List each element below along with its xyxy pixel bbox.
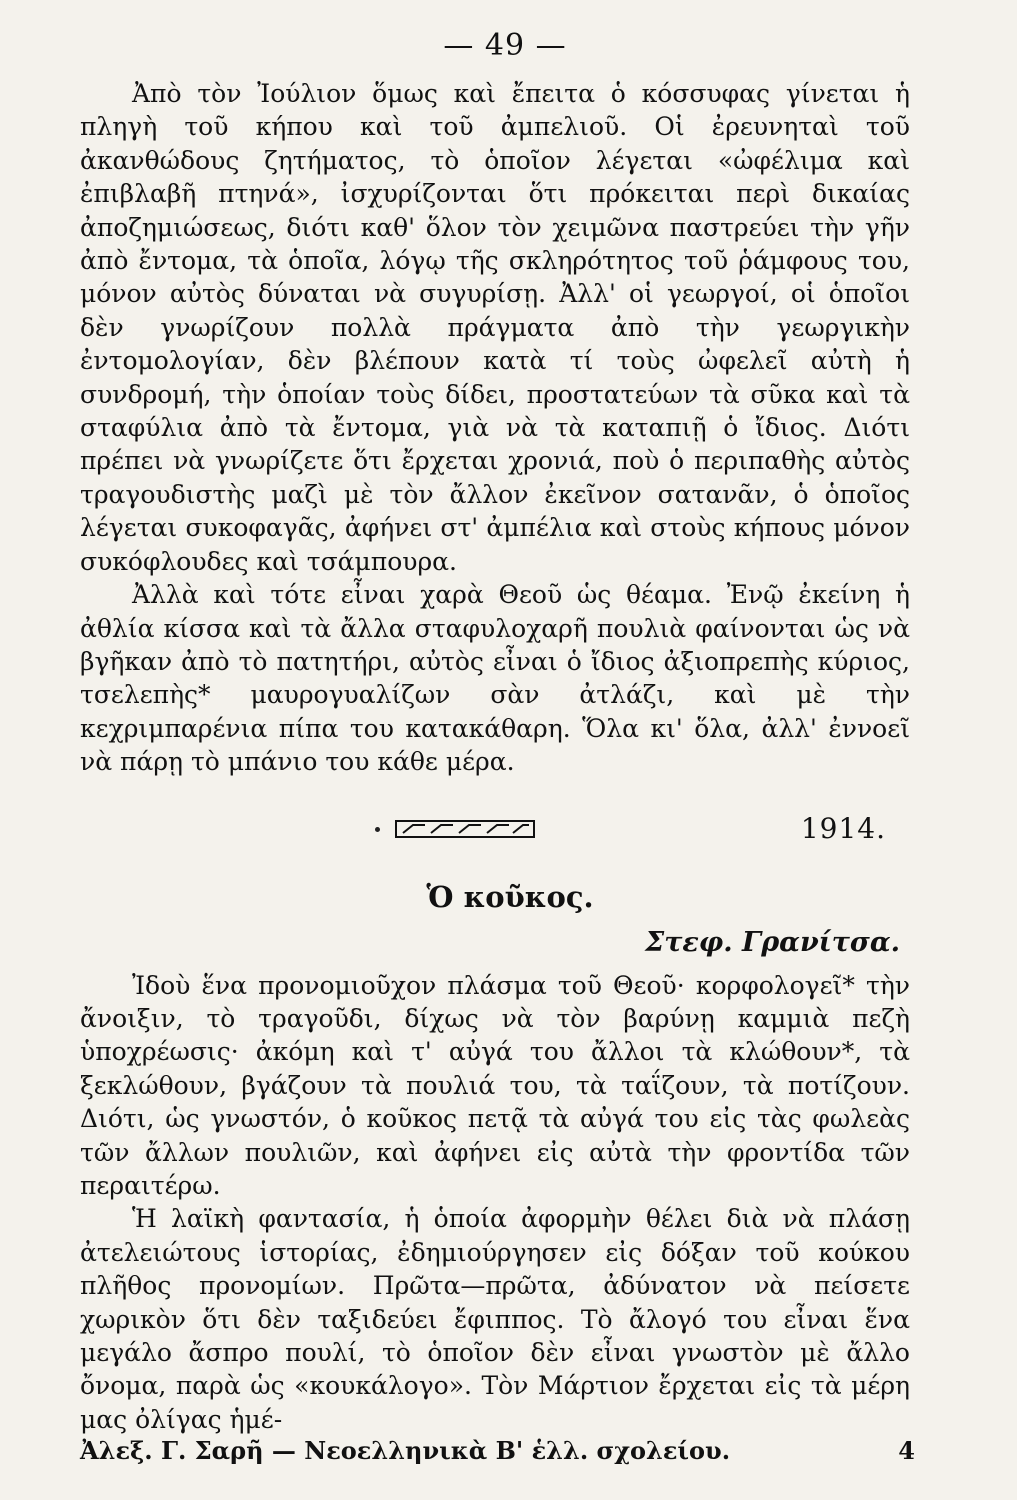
- section-year: 1914.: [800, 811, 886, 845]
- paragraph-cuckoo-2: Ἡ λαϊκὴ φαντασία, ἡ ὁποία ἀφορμὴν θέλει διὰ νὰ πλάσῃ ἀτελειώτους ἱστορίας, ἐδημιούργησεν εἰς δόξαν τοῦ κούκου πλῆθος προνομίων. Πρῶτα—πρῶτα, ἀδύνατον νὰ πείσετε χωρικὸν ὅτι δὲν ταξιδεύει ἔφιππος. Τὸ ἄλογό του εἶναι ἕνα μεγάλο ἄσπρο πουλί, τὸ ὁποῖον δὲν εἶναι γνωστὸν μὲ ἄλλο ὄνομα, παρὰ ὡς «κουκάλογο». Τὸν Μάρτιον ἔρχεται εἰς τὰ μέρη μας ὀλίγας ἡμέ-: [80, 1204, 910, 1434]
- page-number: — 49 —: [443, 28, 567, 63]
- page-footer: [80, 1436, 915, 1466]
- paragraph-blackbird-1: Ἀπὸ τὸν Ἰούλιον ὅμως καὶ ἔπειτα ὁ κόσσυφας γίνεται ἡ πληγὴ τοῦ κήπου καὶ τοῦ ἀμπελιοῦ. Οἱ ἐρευνηταὶ τοῦ ἀκανθώδους ζητήματος, τὸ ὁποῖον λέγεται «ὠφέλιμα καὶ ἐπιβλαβῆ πτηνά», ἰσχυρίζονται ὅτι πρόκειται περὶ δικαίας ἀποζημιώσεως, διότι καθ' ὅλον τὸν χειμῶνα παστρεύει τὴν γῆν ἀπὸ ἔντομα, τὰ ὁποῖα, λόγῳ τῆς σκληρότητος τοῦ ῥάμφους του, μόνον αὐτὸς δύναται νὰ συγυρίσῃ. Ἀλλ' οἱ γεωργοί, οἱ ὁποῖοι δὲν γνωρίζουν πολλὰ πράγματα ἀπὸ τὴν γεωργικὴν ἐντομολογίαν, δὲν βλέπουν κατὰ τί τοὺς ὠφελεῖ αὐτὴ ἡ συνδρομή, τὴν ὁποίαν τοὺς δίδει, προστατεύων τὰ σῦκα καὶ τὰ σταφύλια ἀπὸ τὰ ἔντομα, γιὰ νὰ τὰ καταπιῇ ὁ ἴδιος. Διότι πρέπει νὰ γνωρίζετε ὅτι ἔρχεται χρονιά, ποὺ ὁ περιπαθὴς αὐτὸς τραγουδιστὴς μαζὶ μὲ τὸν ἄλλον ἐκεῖνον σατανᾶν, ὁ ὁποῖος λέγεται συκοφαγᾶς, ἀφήνει στ' ἀμπέλια καὶ στοὺς κήπους μόνον συκόφλουδες καὶ τσάμπουρα.: [80, 79, 910, 576]
- ornament-rule: [395, 819, 535, 839]
- book-page: [80, 28, 910, 1436]
- divider-dot: [375, 827, 380, 832]
- printer-signature: Ἀλεξ. Γ. Σαρῆ — Νεοελληνικὰ Β' ἑλλ. σχολείου.: [80, 1436, 731, 1465]
- section-title: Ὁ κοῦκος.: [426, 879, 594, 914]
- signature-mark: 4: [898, 1436, 915, 1465]
- paragraph-cuckoo-1: Ἰδοὺ ἕνα προνομιοῦχον πλάσμα τοῦ Θεοῦ· κορφολογεῖ* τὴν ἄνοιξιν, τὸ τραγοῦδι, δίχως νὰ τὸν βαρύνῃ καμμιὰ πεζὴ ὑποχρέωσις· ἀκόμη καὶ τ' αὐγά του ἄλλοι τὰ κλώθουν*, τὰ ξεκλώθουν, βγάζουν τὰ πουλιά του, τὰ ταΐζουν, τὰ ποτίζουν. Διότι, ὡς γνωστόν, ὁ κοῦκος πετᾷ τὰ αὐγά του εἰς τὰς φωλεὰς τῶν ἄλλων πουλιῶν, καὶ ἀφήνει εἰς αὐτὰ τὴν φροντίδα τῶν περαιτέρω.: [80, 970, 910, 1200]
- section-divider: [80, 809, 910, 849]
- paragraph-blackbird-2: Ἀλλὰ καὶ τότε εἶναι χαρὰ Θεοῦ ὡς θέαμα. Ἐνῷ ἐκείνη ἡ ἀθλία κίσσα καὶ τὰ ἄλλα σταφυλοχαρῆ πουλιὰ φαίνονται ὡς νὰ βγῆκαν ἀπὸ τὸ πατητήρι, αὐτὸς εἶναι ὁ ἴδιος ἀξιοπρεπὴς κύριος, τσελεπὴς* μαυρογυαλίζων σὰν ἀτλάζι, καὶ μὲ τὴν κεχριμπαρένια πίπα του κατακάθαρη. Ὅλα κι' ὅλα, ἀλλ' ἐννοεῖ νὰ πάρῃ τὸ μπάνιο του κάθε μέρα.: [80, 580, 910, 777]
- section-author: Στεφ. Γρανίτσα.: [645, 926, 900, 958]
